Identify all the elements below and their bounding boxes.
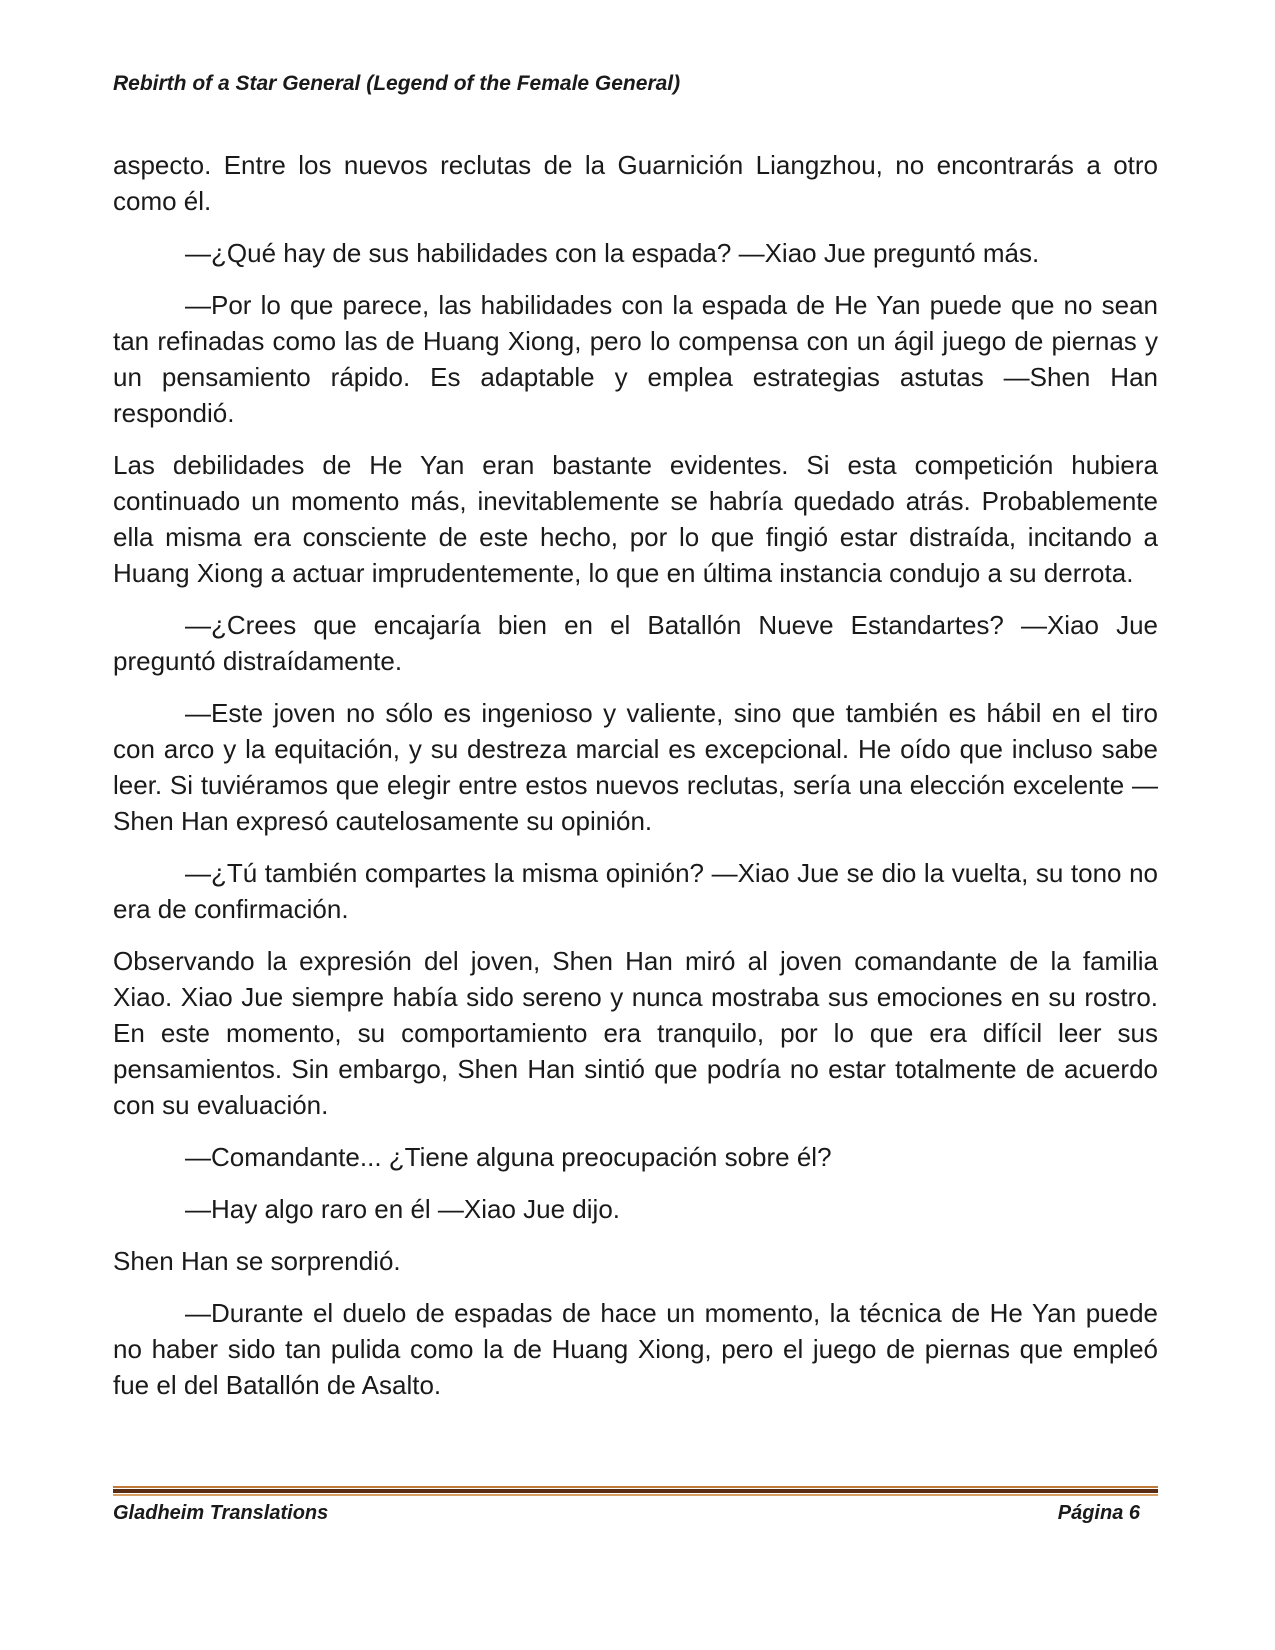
document-header-title: Rebirth of a Star General (Legend of the Female General) xyxy=(113,72,681,95)
paragraph: Las debilidades de He Yan eran bastante evidentes. Si esta competición hubiera continuado un momento más, inevitablemente se habría quedado atrás. Probablemente ella misma era consciente de este hecho, por lo que fingió estar distraída, incitando a Huang Xiong a actuar imprudentemente, lo que en última instancia condujo a su derrota. xyxy=(113,450,1158,588)
paragraph: —Este joven no sólo es ingenioso y valiente, sino que también es hábil en el tiro con arco y la equitación, y su destreza marcial es excepcional. He oído que incluso sabe leer. Si tuviéramos que elegir entre estos nuevos reclutas, sería una elección excelente —Shen Han expresó cautelosamente su opinión. xyxy=(113,698,1158,836)
document-body xyxy=(113,147,1158,1419)
paragraph: —Durante el duelo de espadas de hace un momento, la técnica de He Yan puede no haber sido tan pulida como la de Huang Xiong, pero el juego de piernas que empleó fue el del Batallón de Asalto. xyxy=(113,1298,1158,1400)
paragraph: —Por lo que parece, las habilidades con la espada de He Yan puede que no sean tan refinadas como las de Huang Xiong, pero lo compensa con un ágil juego de piernas y un pensamiento rápido. Es adaptable y emplea estrategias astutas —Shen Han respondió. xyxy=(113,290,1158,428)
paragraph: —¿Qué hay de sus habilidades con la espada? —Xiao Jue preguntó más. xyxy=(185,238,1040,268)
paragraph: —¿Crees que encajaría bien en el Batallón Nueve Estandartes? —Xiao Jue preguntó distraídamente. xyxy=(113,610,1158,676)
footer-page-number: Página 6 xyxy=(1057,1502,1140,1524)
paragraph: Shen Han se sorprendió. xyxy=(113,1246,401,1276)
paragraph: —Hay algo raro en él —Xiao Jue dijo. xyxy=(185,1194,621,1224)
paragraph: —Comandante... ¿Tiene alguna preocupación sobre él? xyxy=(185,1142,832,1172)
paragraph: aspecto. Entre los nuevos reclutas de la Guarnición Liangzhou, no encontrarás a otro como él. xyxy=(113,150,1158,216)
footer-divider-line xyxy=(113,1486,1158,1488)
footer-divider-line xyxy=(113,1489,1158,1493)
paragraph: —¿Tú también compartes la misma opinión? —Xiao Jue se dio la vuelta, su tono no era de confirmación. xyxy=(113,858,1158,924)
footer-publisher: Gladheim Translations xyxy=(113,1502,329,1524)
footer-divider-line xyxy=(113,1494,1158,1496)
paragraph: Observando la expresión del joven, Shen Han miró al joven comandante de la familia Xiao. Xiao Jue siempre había sido sereno y nunca mostraba sus emociones en su rostro. En este momento, su comportamiento era tranquilo, por lo que era difícil leer sus pensamientos. Sin embargo, Shen Han sintió que podría no estar totalmente de acuerdo con su evaluación. xyxy=(113,946,1158,1120)
